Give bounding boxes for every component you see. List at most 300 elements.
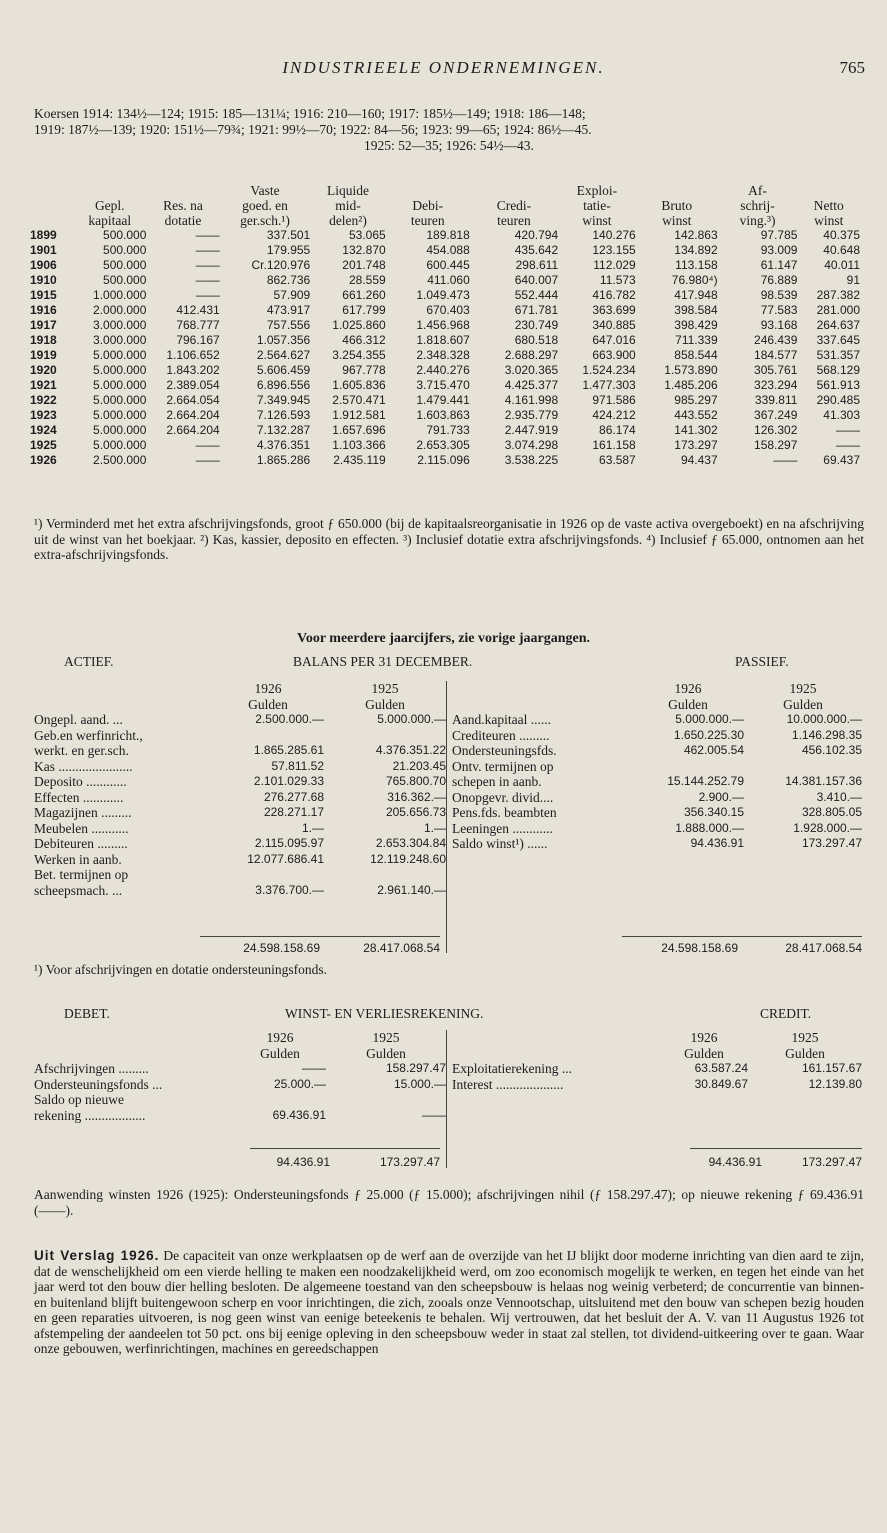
value-cell: 363.699 <box>592 303 636 317</box>
ledger-label: Effecten ............ <box>34 789 124 805</box>
total-1925: 173.297.47 <box>801 1155 862 1169</box>
value-cell: 2.688.297 <box>504 348 559 362</box>
value-1926: 15.144.252.79 <box>667 774 744 788</box>
value-1925 <box>324 728 446 744</box>
value-cell: —— <box>195 273 220 287</box>
ledger-label: Bet. termijnen op <box>34 867 129 882</box>
value-cell: 2.664.054 <box>166 393 220 407</box>
ledger-label: Exploitatierekening ... <box>452 1061 572 1076</box>
value-cell: 112.029 <box>593 258 636 272</box>
value-cell: 1.025.860 <box>332 318 386 332</box>
running-title: INDUSTRIEELE ONDERNEMINGEN. <box>282 58 605 77</box>
value-cell: 1.657.696 <box>332 423 386 437</box>
column-header: Liquide <box>326 183 369 198</box>
column-header: Gulden <box>260 1045 300 1061</box>
value-1926: 276.277.68 <box>263 789 324 804</box>
value-cell: 1.485.206 <box>664 378 718 392</box>
value-1925: 328.805.05 <box>801 805 862 819</box>
spacer <box>452 681 632 697</box>
ledger-row <box>34 867 446 883</box>
value-cell: 113.158 <box>675 258 718 272</box>
value-cell: 1.605.836 <box>332 378 386 392</box>
column-header-row <box>452 1030 862 1046</box>
value-cell: 7.132.287 <box>256 423 311 437</box>
passief-label: PASSIEF. <box>735 654 789 669</box>
value-1925: 765.800.70 <box>385 774 446 788</box>
ledger-row <box>452 728 862 744</box>
column-header <box>470 183 558 198</box>
page-number: 765 <box>839 58 865 77</box>
ledger-label: Meubelen ........... <box>34 820 129 836</box>
column-header: Bruto <box>661 198 693 213</box>
financial-table <box>30 183 860 468</box>
value-cell: 246.439 <box>754 333 798 347</box>
column-header: Gepl. <box>94 198 125 213</box>
column-header: winst <box>814 213 844 228</box>
value-cell: 398.584 <box>674 303 718 317</box>
column-header-row <box>34 1046 446 1062</box>
value-cell: 3.020.365 <box>504 363 559 377</box>
value-cell: 7.126.593 <box>256 408 311 422</box>
column-header <box>73 183 146 198</box>
ledger-row <box>34 1092 446 1108</box>
value-cell: 76.889 <box>760 273 798 287</box>
credit-table <box>452 1030 862 1092</box>
column-header <box>386 183 470 198</box>
column-header: Credi- <box>496 198 532 213</box>
value-1926: 1.888.000.— <box>675 820 744 835</box>
more-figures-note: Voor meerdere jaarcijfers, zie vorige jaargangen. <box>297 631 590 646</box>
table-header-row <box>30 198 860 213</box>
ledger-row <box>34 852 446 868</box>
value-cell: 2.664.204 <box>166 408 220 422</box>
value-cell: 2.440.276 <box>416 363 470 377</box>
value-cell: 435.642 <box>514 243 559 257</box>
spacer <box>452 1030 660 1046</box>
value-1926: 1.— <box>301 820 324 835</box>
ledger-label: scheepsmach. ... <box>34 882 123 898</box>
value-cell: 640.007 <box>514 273 559 287</box>
column-header: Gulden <box>668 696 708 712</box>
value-cell: 339.811 <box>754 393 798 407</box>
ledger-row <box>34 883 446 899</box>
value-cell: 11.573 <box>599 273 636 287</box>
value-1926: 30.849.67 <box>694 1076 748 1091</box>
table-row <box>30 333 860 348</box>
ledger-label: Deposito ............ <box>34 774 127 789</box>
column-header: ving.³) <box>739 213 776 228</box>
value-cell: 661.260 <box>342 288 386 302</box>
ledger-label: Leeningen ............ <box>452 820 553 836</box>
year-cell: 1910 <box>30 273 57 287</box>
column-header-row <box>452 681 862 697</box>
debet-total-rule <box>250 1148 440 1149</box>
koersen-line: 1919: 187½—139; 1920: 151½—79¾; 1921: 99½—70; 1922: 84—56; 1923: 99—65; 1924: 86½—45. <box>34 122 592 137</box>
value-1925: 2.653.304.84 <box>375 836 446 850</box>
value-cell: 140.276 <box>592 228 636 242</box>
table-row <box>30 363 860 378</box>
balance-divider <box>446 681 447 953</box>
value-1926: 3.376.700.— <box>255 882 324 897</box>
value-cell: 2.653.305 <box>416 438 470 452</box>
value-cell: 2.500.000 <box>93 453 147 467</box>
value-cell: 76.980⁴) <box>671 273 718 287</box>
value-cell: 454.088 <box>426 243 470 257</box>
value-1926: 25.000.— <box>273 1076 326 1091</box>
value-1926: 12.077.686.41 <box>247 851 324 866</box>
value-cell: 1.524.234 <box>582 363 636 377</box>
value-cell: 3.074.298 <box>504 438 559 452</box>
value-cell: 264.637 <box>816 318 860 332</box>
year-cell: 1917 <box>30 318 57 332</box>
value-cell: 5.000.000 <box>93 393 147 407</box>
spacer <box>452 697 632 713</box>
value-cell: 2.435.119 <box>333 453 386 467</box>
value-cell: 500.000 <box>103 273 147 287</box>
column-header: tatie- <box>583 198 611 213</box>
value-1925: 15.000.— <box>393 1076 446 1091</box>
value-1925: 12.139.80 <box>808 1076 862 1091</box>
table-row <box>30 393 860 408</box>
column-header <box>30 183 73 198</box>
column-header: Gulden <box>366 1045 406 1061</box>
ledger-label: schepen in aanb. <box>452 774 542 789</box>
column-header: schrij- <box>740 198 775 213</box>
value-cell: 142.863 <box>674 228 718 242</box>
value-cell: 337.645 <box>816 333 860 347</box>
column-header: ger.sch.¹) <box>240 213 290 228</box>
value-1925: 456.102.35 <box>801 743 862 757</box>
annual-report-excerpt <box>34 1248 864 1357</box>
ledger-row <box>452 1061 862 1077</box>
column-header-row <box>452 1046 862 1062</box>
value-cell: 711.339 <box>675 333 718 347</box>
value-cell: 179.955 <box>266 243 311 257</box>
profit-appropriation: Aanwending winsten 1926 (1925): Ondersteuningsfonds ƒ 25.000 (ƒ 15.000); afschrijvingen nihil (ƒ 158.297.47); op nieuwe rekening ƒ 69.436.91 (——). <box>34 1187 864 1218</box>
value-cell: 971.586 <box>592 393 636 407</box>
value-cell: 500.000 <box>103 243 147 257</box>
value-cell: 3.538.225 <box>504 453 559 467</box>
year-cell: 1899 <box>30 228 57 242</box>
ledger-label: Geb.en werfinricht., <box>34 727 143 743</box>
column-header: Gulden <box>783 696 823 712</box>
value-cell: 5.000.000 <box>93 378 147 392</box>
value-cell: —— <box>195 288 220 302</box>
value-cell: 141.302 <box>674 423 718 437</box>
value-cell: 647.016 <box>592 333 636 347</box>
total-1925: 173.297.47 <box>379 1155 440 1169</box>
value-cell: 1.912.581 <box>332 408 386 422</box>
page-header <box>0 60 887 82</box>
value-cell: 5.000.000 <box>93 408 147 422</box>
value-cell: 323.294 <box>754 378 798 392</box>
year-cell: 1922 <box>30 393 57 407</box>
value-1926 <box>212 867 324 883</box>
debet-table <box>34 1030 446 1123</box>
value-cell: 367.249 <box>754 408 798 422</box>
ledger-row <box>34 712 446 728</box>
value-cell: 2.115.096 <box>417 453 470 467</box>
value-cell: —— <box>195 258 220 272</box>
value-1926 <box>234 1092 326 1108</box>
value-1925: 2.961.140.— <box>377 882 446 897</box>
value-cell: 1.818.607 <box>416 333 470 347</box>
value-cell: 61.147 <box>760 258 798 272</box>
table-row <box>30 303 860 318</box>
value-cell: 416.782 <box>592 288 636 302</box>
value-cell: 7.349.945 <box>256 393 311 407</box>
table-row <box>30 243 860 258</box>
total-1925: 28.417.068.54 <box>785 941 862 955</box>
value-1926: 228.271.17 <box>263 805 324 819</box>
value-cell: 1.000.000 <box>93 288 147 302</box>
spacer <box>34 697 212 713</box>
value-cell: 1.456.968 <box>416 318 470 332</box>
pl-divider <box>446 1030 447 1168</box>
table-header-row <box>30 183 860 198</box>
ledger-row <box>34 728 446 744</box>
value-cell: 680.518 <box>514 333 559 347</box>
value-cell: 69.437 <box>823 453 860 467</box>
value-1925: 205.656.73 <box>385 805 446 819</box>
year-cell: 1923 <box>30 408 57 422</box>
value-cell: 57.909 <box>273 288 311 302</box>
value-1925: 316.362.— <box>387 789 446 804</box>
value-cell: 189.818 <box>426 228 470 242</box>
value-1926: 1.650.225.30 <box>673 727 744 742</box>
ledger-row <box>34 774 446 790</box>
value-cell: 230.749 <box>514 318 559 332</box>
column-header <box>636 183 718 198</box>
column-header: winst <box>582 213 612 228</box>
spacer <box>34 1030 234 1046</box>
value-cell: 424.212 <box>592 408 636 422</box>
koersen-line: 1925: 52—35; 1926: 54½—43. <box>364 138 534 153</box>
value-cell: 473.917 <box>266 303 311 317</box>
column-header <box>30 213 73 228</box>
credit-total-rule <box>690 1148 862 1149</box>
ledger-label: rekening .................. <box>34 1107 146 1123</box>
value-cell: 305.761 <box>754 363 798 377</box>
ledger-row <box>452 1077 862 1093</box>
column-header: Debi- <box>412 198 444 213</box>
value-cell: 443.552 <box>674 408 718 422</box>
balance-heading <box>0 654 887 672</box>
column-header: Vaste <box>250 183 280 198</box>
total-1926: 94.436.91 <box>276 1155 330 1169</box>
value-cell: 967.778 <box>342 363 386 377</box>
ledger-row <box>34 821 446 837</box>
value-cell: 40.375 <box>823 228 860 242</box>
value-1925: 21.203.45 <box>392 758 446 773</box>
column-header: Res. na <box>163 198 203 213</box>
value-cell: 158.297 <box>754 438 798 452</box>
actief-totals <box>200 940 440 957</box>
ledger-row <box>34 759 446 775</box>
credit-totals <box>690 1154 862 1171</box>
value-cell: 671.781 <box>514 303 559 317</box>
value-cell: 93.009 <box>760 243 798 257</box>
value-1926: 462.005.54 <box>683 743 744 757</box>
ledger-row <box>452 774 862 790</box>
value-cell: 340.885 <box>592 318 636 332</box>
ledger-label: Ontv. termijnen op <box>452 758 554 774</box>
value-cell: 2.935.779 <box>504 408 559 422</box>
ledger-row <box>34 805 446 821</box>
column-header-row <box>34 1030 446 1046</box>
value-cell: 40.648 <box>823 243 860 257</box>
value-cell: 5.000.000 <box>93 423 147 437</box>
value-cell: 63.587 <box>599 453 636 467</box>
value-cell: 1.106.652 <box>166 348 220 362</box>
value-cell: —— <box>836 423 860 437</box>
value-cell: 298.611 <box>515 258 559 272</box>
value-cell: 600.445 <box>426 258 470 272</box>
column-header: 1926 <box>266 1030 294 1045</box>
value-cell: 3.254.355 <box>332 348 386 362</box>
value-cell: —— <box>773 453 798 467</box>
column-header: 1925 <box>791 1030 819 1045</box>
ledger-row <box>34 1061 446 1077</box>
value-1925: 1.146.298.35 <box>791 727 862 742</box>
report-lead: Uit Verslag 1926. <box>34 1248 160 1263</box>
table-notes: ¹) Verminderd met het extra afschrijvingsfonds, groot ƒ 650.000 (bij de kapitaalsreorganisatie in 1926 op de vaste activa overgeboekt) en na afschrijving uit de winst van het boekjaar. ²) Kas, kassier, deposito en effecten. ³) Inclusief dotatie extra afschrijvingsfonds. ⁴) Inclusief ƒ 65.000, ontnomen aan het extra-afschrijvingsfonds. <box>34 516 864 562</box>
value-cell: —— <box>836 438 860 452</box>
value-cell: 77.583 <box>760 303 798 317</box>
ledger-label: Magazijnen ......... <box>34 805 132 820</box>
table-row <box>30 438 860 453</box>
debet-label: DEBET. <box>64 1006 110 1021</box>
column-header <box>797 183 860 198</box>
ledger-label: Crediteuren ......... <box>452 727 550 743</box>
value-cell: 1.865.286 <box>256 453 311 467</box>
value-cell: 40.011 <box>824 258 860 272</box>
spacer <box>34 681 212 697</box>
column-header-row <box>34 681 446 697</box>
report-text: De capaciteit van onze werkplaatsen op de werf aan de overzijde van het IJ blijkt door moderne inrichting van dien aard te zijn, dat de wenschelijkheid om een vierde helling te maken een noodzakelijkheid werd, om zoo economisch mogelijk te werken, en tegen het einde van het jaar werd tot den bouw dier helling besloten. De algemeene toestand van den scheepsbouw is helaas nog weinig verbeterd; de concurrentie van binnen- en buitenland blijft buitengewoon scherp en voor inrichtingen, die zich, zooals onze Vennootschap, uitsluitend met den bouw van schepen bezig houden en geen reparaties uitvoeren, is nog geen winst van eenige beteekenis te behalen. Wij vertrouwen, dat het besluit der A. V. van 11 Augustus 1926 tot afstempeling der aandeelen tot 50 pct. ons bij eenige opleving in den scheepsbouw weder in staat zal stellen, tot dividend-uitkeering over te gaan. Waar onze gebouwen, werfinrichtingen, machines en gereedschappen <box>34 1248 865 1356</box>
value-cell: 134.892 <box>674 243 718 257</box>
value-cell: 466.312 <box>342 333 386 347</box>
value-cell: 132.870 <box>342 243 386 257</box>
value-1926: —— <box>302 1061 326 1075</box>
column-header: teuren <box>410 213 445 228</box>
value-cell: 5.000.000 <box>93 438 147 452</box>
value-cell: 5.606.459 <box>256 363 311 377</box>
value-1925: 1.— <box>423 820 446 835</box>
column-header: Af- <box>748 183 767 198</box>
value-cell: 97.785 <box>760 228 798 242</box>
value-cell: 2.564.627 <box>256 348 311 362</box>
value-cell: 93.168 <box>760 318 798 332</box>
value-cell: 561.913 <box>816 378 860 392</box>
ledger-label: Pens.fds. beambten <box>452 805 557 820</box>
passief-totals <box>622 940 862 957</box>
column-header: 1926 <box>690 1030 718 1045</box>
year-cell: 1919 <box>30 348 57 362</box>
value-cell: 862.736 <box>266 273 311 287</box>
total-1926: 24.598.158.69 <box>661 941 738 955</box>
ledger-label: Debiteuren ......... <box>34 836 128 851</box>
value-1926: 57.811.52 <box>271 758 324 773</box>
balance-footnote: ¹) Voor afschrijvingen en dotatie ondersteuningsfonds. <box>34 962 327 977</box>
value-cell: 1.573.890 <box>664 363 718 377</box>
balance-title: BALANS PER 31 DECEMBER. <box>293 654 473 669</box>
value-1926: 2.500.000.— <box>255 712 324 726</box>
value-cell: 670.403 <box>426 303 470 317</box>
value-1925: 4.376.351.22 <box>375 743 446 757</box>
ledger-label: Ongepl. aand. ... <box>34 712 123 727</box>
value-1926: 5.000.000.— <box>675 712 744 726</box>
value-1925: 158.297.47 <box>385 1061 446 1075</box>
value-1926 <box>212 728 324 744</box>
table-header-row <box>30 213 860 228</box>
value-cell: 281.000 <box>816 303 860 317</box>
value-1926: 63.587.24 <box>694 1061 748 1075</box>
value-1925: 12.119.248.60 <box>370 851 446 866</box>
total-1926: 94.436.91 <box>708 1155 762 1169</box>
pl-title: WINST- EN VERLIESREKENING. <box>285 1006 484 1021</box>
value-cell: 1.049.473 <box>416 288 470 302</box>
year-cell: 1925 <box>30 438 57 452</box>
ledger-row <box>452 743 862 759</box>
value-1926: 2.900.— <box>698 789 744 804</box>
value-cell: 91 <box>846 273 860 287</box>
value-cell: 985.297 <box>674 393 718 407</box>
value-1926: 69.436.91 <box>272 1107 326 1122</box>
value-cell: 41.303 <box>823 408 860 422</box>
ledger-row <box>452 790 862 806</box>
value-cell: 5.000.000 <box>93 348 147 362</box>
value-cell: 184.577 <box>754 348 798 362</box>
ledger-label: Onopgevr. divid.... <box>452 789 554 805</box>
value-cell: 858.544 <box>674 348 718 362</box>
table-row <box>30 408 860 423</box>
value-cell: 411.060 <box>427 273 470 287</box>
ledger-row <box>452 836 862 852</box>
column-header: teuren <box>497 213 531 228</box>
value-cell: 6.896.556 <box>256 378 311 392</box>
table-row <box>30 423 860 438</box>
year-cell: 1915 <box>30 288 57 302</box>
column-header: dotatie <box>164 213 202 228</box>
value-1925: 3.410.— <box>816 789 862 804</box>
ledger-label: Interest .................... <box>452 1076 564 1092</box>
value-1926: 94.436.91 <box>690 836 744 850</box>
value-cell: 290.485 <box>816 393 860 407</box>
column-header: 1926 <box>254 681 282 696</box>
table-row <box>30 453 860 468</box>
value-cell: 1.479.441 <box>416 393 470 407</box>
actief-total-rule <box>200 936 440 937</box>
value-cell: 53.065 <box>348 228 386 242</box>
column-header <box>30 198 73 213</box>
table-row <box>30 258 860 273</box>
value-cell: 287.382 <box>816 288 860 302</box>
value-cell: 337.501 <box>266 228 311 242</box>
spacer <box>452 1046 660 1062</box>
table-row <box>30 228 860 243</box>
value-cell: 417.948 <box>674 288 718 302</box>
table-row <box>30 273 860 288</box>
ledger-label: Saldo winst¹) ...... <box>452 836 548 851</box>
value-cell: 2.664.204 <box>166 423 220 437</box>
ledger-row <box>34 836 446 852</box>
table-row <box>30 318 860 333</box>
koersen-block <box>34 106 864 154</box>
column-header: mid- <box>335 198 361 213</box>
value-cell: 500.000 <box>103 228 147 242</box>
value-cell: 4.376.351 <box>256 438 311 452</box>
